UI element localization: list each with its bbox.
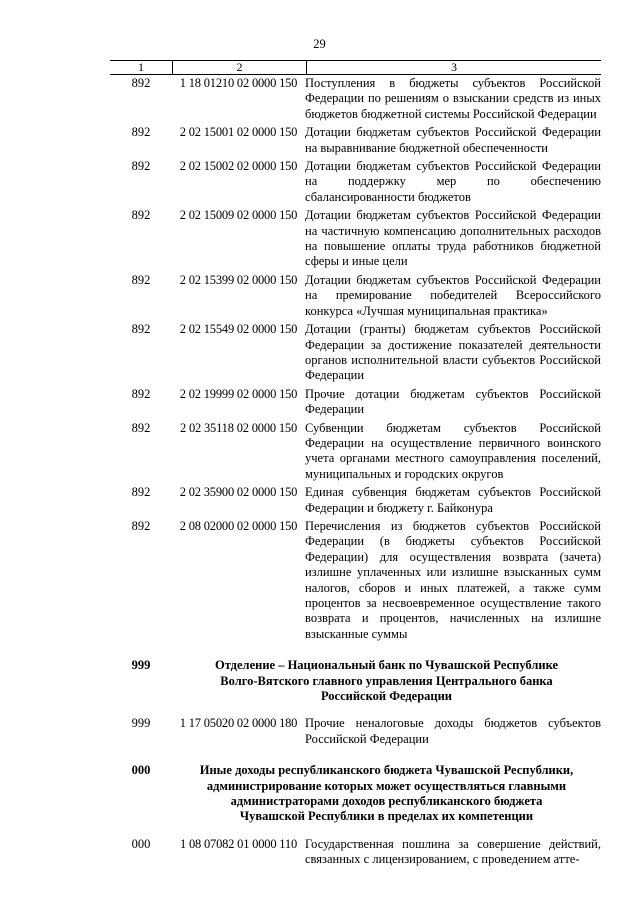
income-code-cell: 2 02 15549 02 0000 150 (179, 322, 298, 337)
section-title-line: Волго-Вятского главного управления Центрального банка (220, 673, 553, 688)
description-cell: Прочие неналоговые доходы бюджетов субъектов Российской Федерации (305, 716, 601, 746)
admin-code-cell: 892 (131, 322, 151, 337)
description-cell: Субвенции бюджетам субъектов Российской Федерации на осуществление первичного воинского учета органами местного самоуправления поселений, муниципальных и городских округов (305, 420, 601, 481)
admin-code-cell: 892 (131, 485, 151, 500)
income-code-cell: 2 02 15009 02 0000 150 (179, 208, 298, 223)
section-title (172, 658, 601, 704)
description-cell: Государственная пошлина за совершение действий, связанных с лицензированием, с проведением атте- (305, 836, 601, 867)
admin-code-cell: 892 (131, 272, 151, 287)
income-code-cell: 2 02 15399 02 0000 150 (179, 272, 298, 287)
table-row (110, 159, 601, 205)
section-title-line: Российской Федерации (320, 689, 453, 704)
income-code-cell: 1 18 01210 02 0000 150 (179, 76, 298, 90)
table-row (110, 208, 601, 270)
description-cell: Дотации бюджетам субъектов Российской Федерации на выравнивание бюджетной обеспеченности (305, 125, 601, 155)
section-title-line: администраторами доходов республиканского бюджета (230, 794, 543, 809)
table-row (110, 421, 601, 483)
section-heading-bank (110, 658, 601, 704)
income-code-cell: 2 02 15002 02 0000 150 (179, 159, 298, 174)
admin-code-cell: 892 (131, 76, 151, 90)
description-cell: Прочие дотации бюджетам субъектов Российской Федерации (305, 386, 601, 417)
income-code-cell: 2 02 15001 02 0000 150 (179, 125, 298, 140)
table-row (110, 322, 601, 384)
income-code-cell: 1 08 07082 01 0000 110 (179, 836, 297, 851)
admin-code-cell: 892 (131, 125, 151, 140)
description-cell: Дотации бюджетам субъектов Российской Федерации на премирование победителей Всероссийского конкурса «Лучшая муниципальная практика» (305, 272, 601, 318)
section-admin-code: 999 (131, 658, 151, 673)
section-title (172, 763, 601, 825)
income-code-cell: 1 17 05020 02 0000 180 (179, 716, 298, 731)
section-title-line: администрирование которых может осуществляться главными (206, 778, 567, 793)
description-cell: Дотации бюджетам субъектов Российской Федерации на поддержку мер по обеспечению сбалансированности бюджетов (305, 159, 601, 204)
section-title-line: Отделение – Национальный банк по Чувашской Республике (214, 658, 559, 673)
table-row (110, 716, 601, 747)
table-row (110, 519, 601, 642)
table-row (110, 387, 601, 418)
description-cell: Поступления в бюджеты субъектов Российской Федерации по решениям о взыскании средств из иных бюджетов бюджетной системы Российской Федерации (305, 76, 601, 121)
table-row (110, 485, 601, 516)
description-cell: Единая субвенция бюджетам субъектов Российской Федерации и бюджету г. Байконура (305, 485, 601, 515)
section-admin-code: 000 (131, 763, 151, 778)
header-col-1: 1 (138, 60, 144, 74)
description-cell: Дотации (гранты) бюджетам субъектов Российской Федерации за достижение показателей деятельности органов исполнительной власти субъектов Российской Федерации (305, 322, 601, 383)
income-code-cell: 2 02 35118 02 0000 150 (179, 420, 297, 435)
page-number: 29 (313, 37, 326, 51)
admin-code-cell: 892 (131, 420, 151, 435)
section-title-line: Иные доходы республиканского бюджета Чувашской Республики, (199, 763, 574, 778)
table-body-group-b (110, 716, 601, 747)
table-row (110, 76, 601, 122)
income-code-cell: 2 02 35900 02 0000 150 (179, 485, 298, 500)
header-col-2: 2 (172, 61, 307, 74)
income-code-cell: 2 02 19999 02 0000 150 (179, 386, 298, 401)
table-body-group-c (110, 837, 601, 868)
admin-code-cell: 892 (131, 386, 151, 401)
description-cell: Дотации бюджетам субъектов Российской Федерации на частичную компенсацию дополнительных расходов на повышение оплаты труда работников бюджетной сферы и иные цели (305, 208, 601, 269)
table-row (110, 837, 601, 868)
section-title-line: Чувашской Республики в пределах их компетенции (239, 809, 534, 824)
admin-code-cell: 999 (131, 716, 151, 731)
section-heading-other-revenues (110, 763, 601, 825)
description-cell: Перечисления из бюджетов субъектов Российской Федерации (в бюджеты субъектов Российской Федерации) для осуществления возврата (зачета) излишне уплаченных или излишне взысканных сумм налогов, сборов и иных платежей, а также сумм процентов за несвоевременное осуществление такого возврата и процентов, начисленных на излишне взысканные суммы (305, 518, 601, 641)
income-code-cell: 2 08 02000 02 0000 150 (179, 518, 298, 533)
table-header (110, 60, 601, 75)
admin-code-cell: 892 (131, 208, 151, 223)
admin-code-cell: 892 (131, 518, 151, 533)
table-body-group-a (110, 76, 601, 642)
header-col-3: 3 (451, 60, 457, 74)
admin-code-cell: 000 (131, 836, 151, 851)
table-row (110, 273, 601, 319)
admin-code-cell: 892 (131, 159, 151, 174)
revenue-table (110, 60, 601, 871)
table-row (110, 125, 601, 156)
